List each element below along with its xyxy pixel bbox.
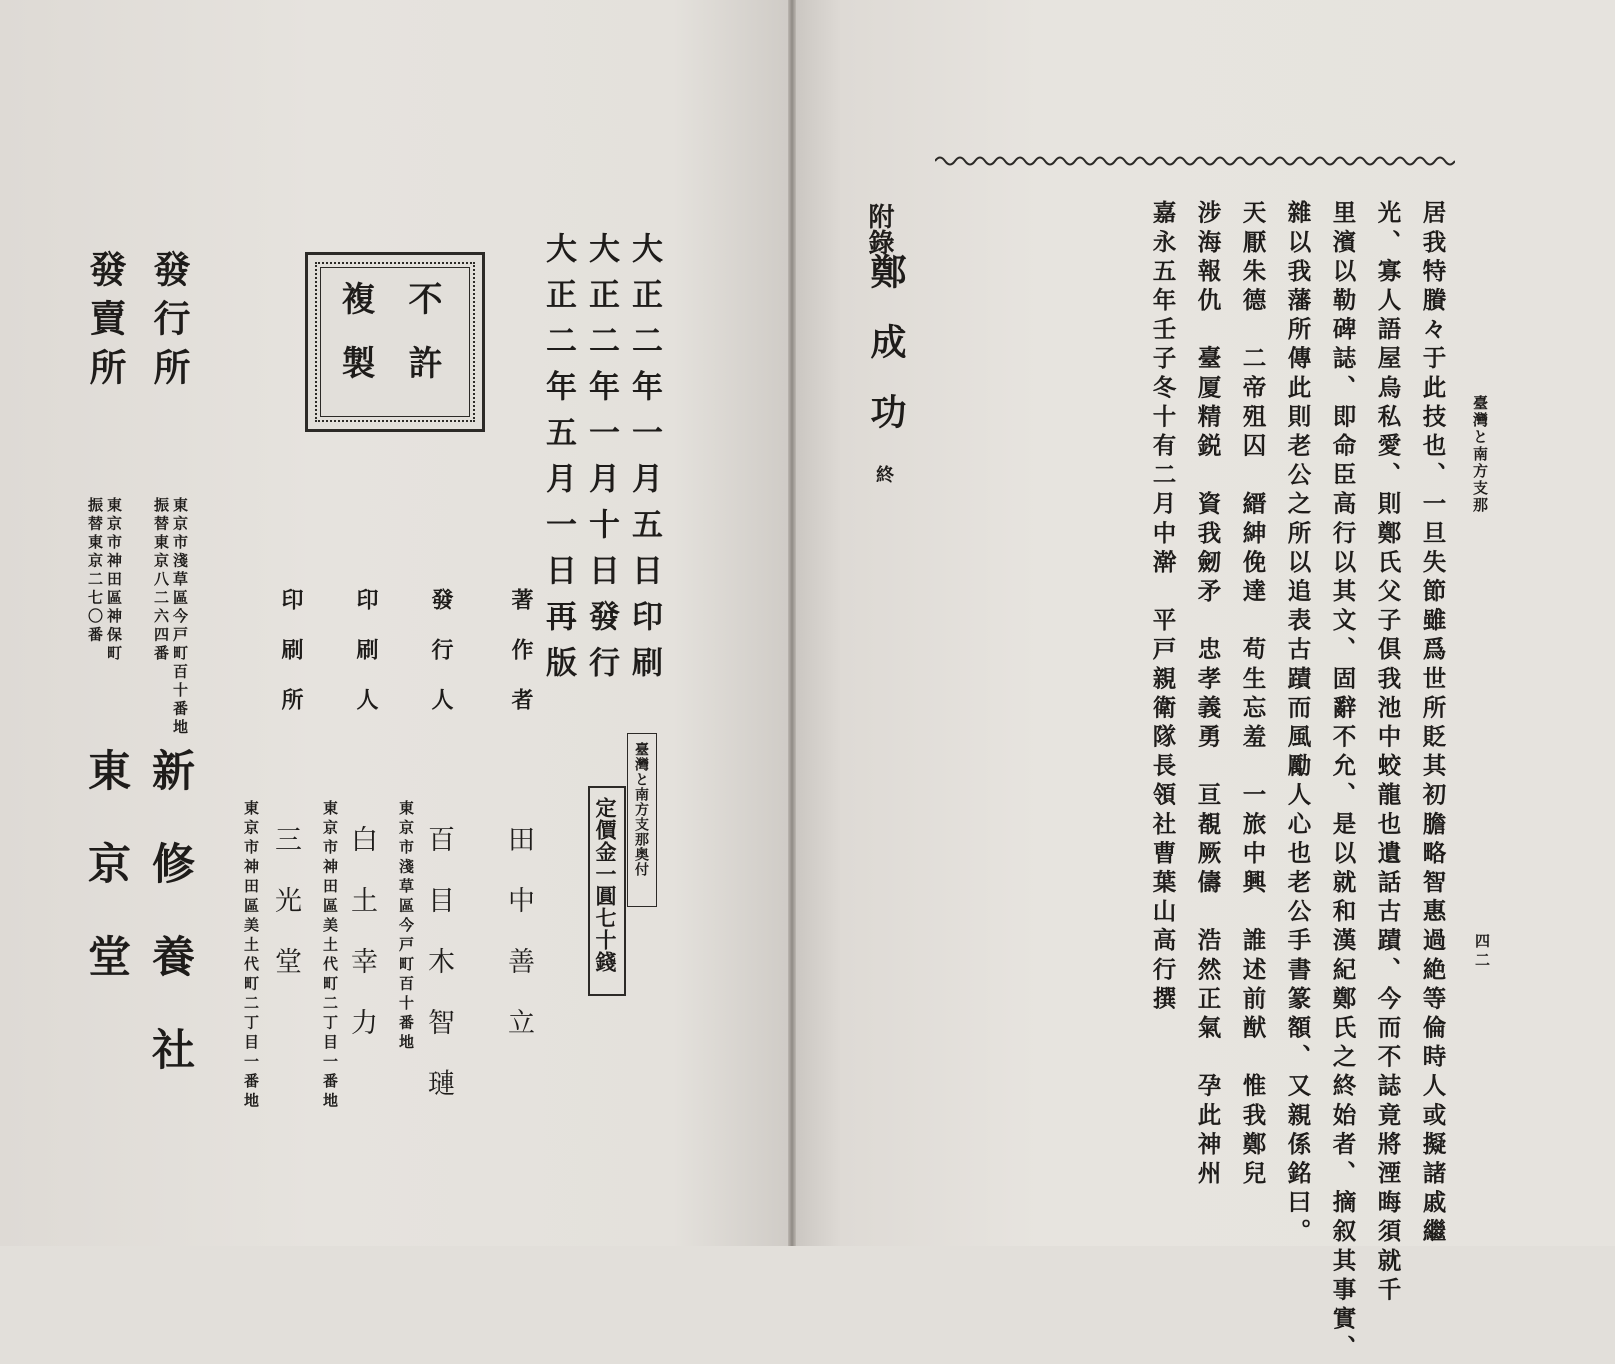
issuer-name: 百目木智璉 (423, 825, 454, 1130)
issue-date: 大正二年一月十日發行 (583, 232, 619, 692)
body-column-6: 涉海報仇 臺厦精鋭 資我劒矛 忠孝義勇 亘覩厥儔 浩然正氣 孕此神州 (1193, 200, 1222, 1190)
price-label-frame (627, 733, 657, 907)
print-date: 大正二年一月五日印刷 (626, 232, 662, 692)
publisher-label: 發行所 (147, 250, 191, 397)
body-column-7: 嘉永五年壬子冬十有二月中澣 平戸親衛隊長領社曹葉山高行撰 (1148, 200, 1177, 1015)
stamp-text-col1: 不許 (402, 281, 442, 409)
reproduction-prohibited-stamp (305, 252, 485, 432)
price-text: 定價金一圓七十錢 (593, 797, 618, 973)
author-role: 著作者 (508, 588, 534, 738)
price-frame (588, 786, 626, 996)
wavy-rule (935, 150, 1455, 172)
price-label-text: 臺灣と南方支那奥付 (633, 742, 649, 877)
body-column-1: 居我特賸々于此技也、一旦失節雖爲世所貶其初膽略智惠過絶等倫時人或擬諸戚繼 (1418, 200, 1447, 1248)
seller-label: 發賣所 (83, 250, 127, 397)
publisher-address: 東京市淺草區今戸町百十番地 (171, 497, 189, 738)
seller-postal-account: 振替東京二七〇番 (86, 497, 104, 645)
publisher-postal-account: 振替東京八二六四番 (152, 497, 170, 664)
body-column-2: 光、寡人語屋烏私愛、則鄭氏父子俱我池中蛟龍也遺話古蹟、今而不誌竟將湮晦須就千 (1373, 200, 1402, 1306)
author-name: 田中善立 (503, 825, 534, 1069)
print-shop-role: 印刷所 (278, 588, 304, 738)
issuer-address: 東京市淺草區今戸町百十番地 (397, 800, 415, 1054)
page-number: 四二 (1473, 933, 1491, 971)
stamp-text-col2: 複製 (335, 281, 375, 409)
seller-name: 東京堂 (81, 748, 131, 1027)
appendix-label: 附錄 (864, 203, 894, 255)
reprint-date: 大正二年五月一日再版 (540, 232, 576, 692)
print-shop-address: 東京市神田區美土代町二丁目一番地 (242, 800, 260, 1112)
appendix-title: 鄭成功 (865, 253, 907, 463)
printer-role: 印刷人 (353, 588, 379, 738)
seller-address: 東京市神田區神保町 (105, 497, 123, 664)
printer-address: 東京市神田區美土代町二丁目一番地 (321, 800, 339, 1112)
issuer-role: 發行人 (428, 588, 454, 738)
publisher-name: 新修養社 (145, 748, 195, 1120)
printer-name: 白土幸力 (346, 825, 377, 1069)
body-column-5: 天厭朱德 二帝殂囚 縉紳俛達 苟生忘羞 一旅中興 誰述前猷 惟我鄭兒 (1238, 200, 1267, 1190)
body-column-4: 雜以我藩所傳此則老公之所以追表古蹟而風勵人心也老公手書篆額、又親係銘曰。 (1283, 200, 1312, 1248)
end-mark: 終 (873, 465, 894, 483)
running-header: 臺灣と南方支那 (1471, 395, 1489, 514)
print-shop-name: 三光堂 (270, 825, 301, 1008)
body-column-3: 里濱以勒碑誌、即命臣高行以其文、固辭不允、是以就和漢紀鄭氏之終始者、摘叙其事實、 (1328, 200, 1357, 1364)
book-gutter (788, 0, 796, 1246)
